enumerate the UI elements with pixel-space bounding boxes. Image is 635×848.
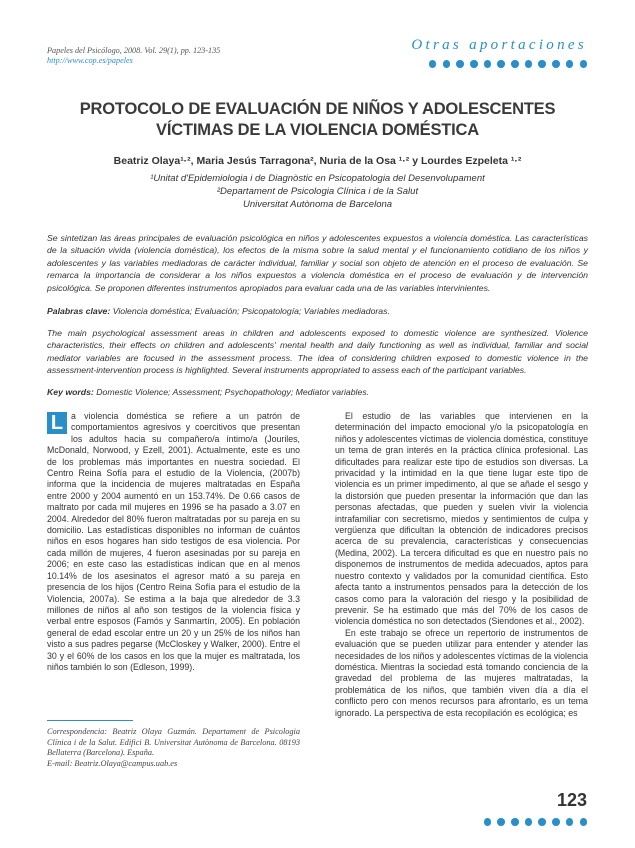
keywords-spanish bbox=[47, 305, 588, 317]
abstract-spanish: Se sintetizan las áreas principales de evaluación psicológica en niños y adolescentes expuestos a violencia doméstica. Las características de la situación vivida (violencia doméstica), los efectos de la misma sobre la salud mental y el funcionamiento cotidiano de los niños y adolescentes y las variables mediadoras de carácter individual, familiar y social son objeto de atención en el proceso de evaluación. Se remarca la importancia de considerar a los niños expuestos a violencia doméstica en el proceso de evaluación y de intervención psicológica. Se proponen diferentes instrumentos apropiados para evaluar cada una de las variables intervinientes. bbox=[47, 233, 588, 293]
affiliation-1: ¹Unitat d'Epidemiologia i de Diagnòstic en Psicopatologia del Desenvolupament bbox=[150, 173, 485, 184]
decorative-dots-top bbox=[429, 60, 587, 68]
abstract-english: The main psychological assessment areas in children and adolescents exposed to domestic violence are synthesized. Violence characteristics, their effects on children and adolescents' mental health and daily functioning as well as individual, familiar and social mediator variables are focused in the assessment process. The idea of considering children exposed to domestic violence in the assessment-intervention process is highlighted. Several instruments appropriated to assess each of the participant variables. bbox=[47, 328, 588, 376]
keywords-text: Violencia doméstica; Evaluación; Psicopatología; Variables mediadoras. bbox=[112, 306, 390, 316]
footnote-address: Correspondencia: Beatriz Olaya Guzmán. Departament de Psicologia Clínica i de la Salut. Edifici B. Universitat Autònoma de Barcelona. 08193 Bellaterra (Barcelona). España. bbox=[47, 727, 300, 758]
keywords-label: Key words: bbox=[47, 387, 94, 397]
body-text: a violencia doméstica se refiere a un patrón de comportamientos agresivos y coercitivos que presentan los adultos hacia su compañero/a íntimo/a (Jouriles, McDonald, Norwood, y Ezell, 2001). Actualmente, este es uno de los problemas más importantes en nuestra sociedad. El Centro Reina Sofía para el estudio de la Violencia, (2007b) informa que la incidencia de mujeres maltratadas en España entre 2000 y 2004 aumentó en un 153.74%. De 0.66 casos de maltrato por cada mil mujeres en 1996 se ha pasado a 3.07 en 2004. Alrededor del 80% fueron maltratadas por su pareja en su domicilio. Las estadísticas disponibles no informan de cuántos niños en esos hogares han sido testigos de esa violencia. Por cada millón de mujeres, 4 fueron asesinadas por su pareja en 2006; en este caso las estadísticas indican que en al menos 10.14% de los asesinatos el agresor mató a su pareja en presencia de los hijos (Centro Reina Sofía para el estudio de la Violencia, 2007a). Se estima a la baja que alrededor de 3.3 millones de niños al año son testigos de la violencia física y verbal entre esposos (Famós y Sanmartín, 2005). En población general de edad escolar entre un 20 y un 25% de los niños han visto a sus padres pegarse (McCloskey y Walker, 2000). Entre el 30 y el 60% de los casos en los que la mujer es maltratada, los niños también lo son (Edleson, 1999). bbox=[47, 411, 300, 672]
footnote-divider bbox=[47, 720, 133, 721]
title-line-2: VÍCTIMAS DE LA VIOLENCIA DOMÉSTICA bbox=[156, 121, 479, 139]
page-number: 123 bbox=[556, 790, 587, 810]
affiliation-2: ²Departament de Psicologia Clínica i de la Salut bbox=[216, 186, 419, 197]
section-label: Otras aportaciones bbox=[411, 37, 587, 53]
body-paragraph: El estudio de las variables que intervienen en la determinación del impacto emocional y/o la psicopatología en niños y adolescentes víctimas de violencia doméstica, constituye un tema de gran interés en la práctica clínica profesional. Las dificultades para realizar este tipo de estudios son diversas. La privacidad y la intimidad en la que tiene lugar este tipo de violencia es un primer impedimento, al que se añade el sesgo y la distorsión que pueden presentar la información que dan las personas afectadas, que pueden y suelen vivir la violencia intrafamiliar con secretismo, miedos y sentimientos de culpa y vergüenza que dificultan la obtención de indicadores precisos acerca de su prevalencia, características y consecuencias (Medina, 2002). La tercera dificultad es que en nuestro país no disponemos de instrumentos de medida adecuados, aptos para nuestro contexto y validados por la comunidad científica. Esto afecta tanto a instrumentos pensados para la detección de los casos como para la valoración del riesgo y la posibilidad de prevenir. Se ha estimado que más del 70% de los casos de violencia doméstica no son detectados (Siendones et al., 2002). bbox=[335, 411, 588, 627]
body-paragraph: En este trabajo se ofrece un repertorio de instrumentos de evaluación que se pueden utilizar para entender y atender las necesidades de los niños y adolescentes víctimas de la violencia doméstica. Mientras la sociedad está tomando conciencia de la gravedad del problema de las mujeres maltratadas, la problemática de los niños, que también viven día a día el conflicto pero con menos recursos para afrontarlo, es un tema ignorado. La perspectiva de esta recopilación es ecológica; es bbox=[335, 627, 588, 718]
keywords-english bbox=[47, 386, 588, 398]
article-title bbox=[60, 99, 575, 141]
journal-citation: Papeles del Psicólogo, 2008. Vol. 29(1), pp. 123-135 bbox=[47, 46, 221, 55]
footnote-email[interactable]: E-mail: Beatriz.Olaya@campus.uab.es bbox=[47, 759, 178, 769]
journal-url[interactable]: http://www.cop.es/papeles bbox=[47, 56, 133, 65]
journal-header bbox=[47, 46, 220, 66]
body-column-right bbox=[335, 411, 588, 719]
decorative-dots-bottom bbox=[484, 818, 587, 826]
authors: Beatriz Olaya¹·², Maria Jesús Tarragona², Nuria de la Osa ¹·² y Lourdes Ezpeleta ¹·² bbox=[113, 155, 522, 167]
body-column-left bbox=[47, 411, 300, 673]
keywords-label: Palabras clave: bbox=[47, 306, 111, 316]
keywords-text: Domestic Violence; Assessment; Psychopathology; Mediator variables. bbox=[96, 387, 370, 397]
drop-cap: L bbox=[47, 412, 67, 434]
title-line-1: PROTOCOLO DE EVALUACIÓN DE NIÑOS Y ADOLESCENTES bbox=[79, 100, 556, 118]
correspondence-footnote bbox=[47, 727, 300, 770]
affiliation-3: Universitat Autònoma de Barcelona bbox=[242, 199, 393, 210]
